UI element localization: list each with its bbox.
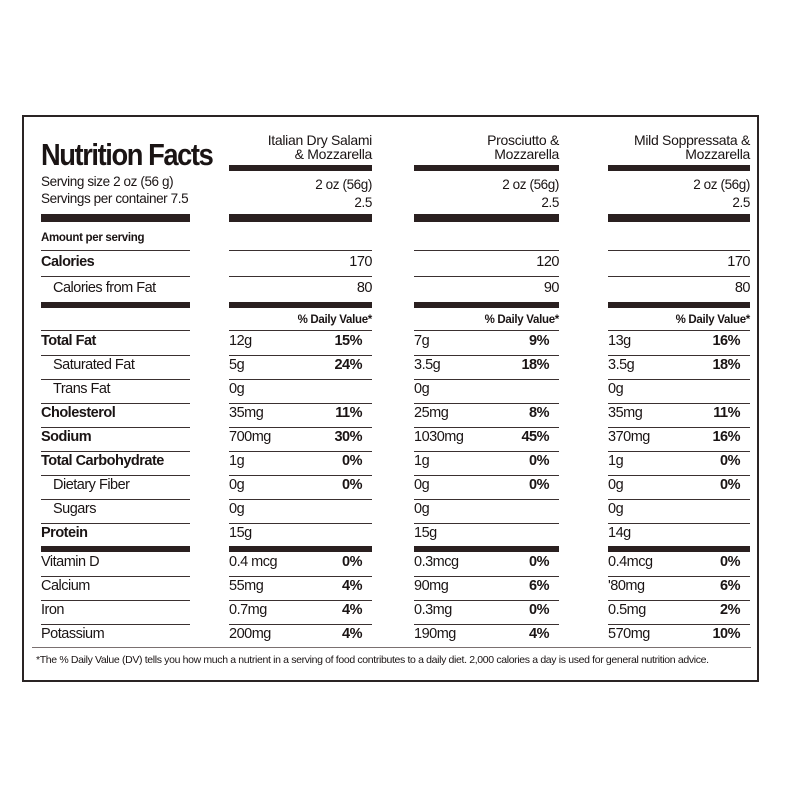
nutrient-amount: 15g (414, 525, 437, 541)
vitamin-amount: 570mg (608, 626, 650, 642)
row-rule (41, 403, 190, 404)
dv-rule-1 (229, 330, 372, 331)
vitamin-amount: 0.3mcg (414, 554, 459, 570)
row-rule (608, 403, 750, 404)
vitamin-daily-value: 2% (720, 602, 740, 618)
row-rule (229, 403, 372, 404)
amount-rule (41, 250, 190, 251)
row-rule (414, 451, 559, 452)
vitamin-rule (41, 600, 190, 601)
row-rule (229, 355, 372, 356)
row-rule (41, 379, 190, 380)
nutrient-daily-value: 45% (521, 429, 549, 445)
nutrient-amount: 5g (229, 357, 245, 373)
nutrient-daily-value: 0% (342, 477, 362, 493)
nutrient-amount: 0g (229, 477, 245, 493)
vitamin-rule (229, 624, 372, 625)
row-rule (414, 427, 559, 428)
vitamin-amount: 0.5mg (608, 602, 646, 618)
vitamin-daily-value: 6% (720, 578, 740, 594)
header-thick-bar-2 (608, 165, 750, 171)
nutrient-label: Saturated Fat (53, 357, 135, 373)
vitamin-rule (608, 600, 750, 601)
row-rule (41, 451, 190, 452)
nutrient-amount: 0g (608, 501, 624, 517)
calories-thick-bar-0 (41, 302, 190, 308)
vitamin-daily-value: 0% (529, 602, 549, 618)
row-rule (608, 451, 750, 452)
row-rule (608, 499, 750, 500)
vitamin-amount: 90mg (414, 578, 449, 594)
row-rule (608, 523, 750, 524)
calories-thick-bar-3 (608, 302, 750, 308)
servings-thick-bar-2 (414, 214, 559, 222)
row-rule (414, 379, 559, 380)
nutrient-amount: 700mg (229, 429, 271, 445)
calories-rule-1 (414, 276, 559, 277)
nutrient-amount: 0g (229, 501, 245, 517)
nutrient-daily-value: 18% (521, 357, 549, 373)
row-rule (41, 475, 190, 476)
row-rule (229, 523, 372, 524)
vitamin-rule (41, 624, 190, 625)
footnote: *The % Daily Value (DV) tells you how much a nutrient in a serving of food contributes to a daily diet. 2,000 calories a day is used for general nutrition advice. (36, 654, 709, 666)
row-rule (229, 499, 372, 500)
vitamin-amount: 0.4 mcg (229, 554, 278, 570)
nutrient-daily-value: 15% (334, 333, 362, 349)
calories-from-fat-value: 80 (734, 280, 750, 296)
nutrient-daily-value: 24% (334, 357, 362, 373)
vitamin-rule (608, 576, 750, 577)
servings-thick-bar-3 (608, 214, 750, 222)
amount-per-serving: Amount per serving (41, 232, 145, 244)
header-thick-bar-1 (414, 165, 559, 171)
vitamin-amount: '80mg (608, 578, 645, 594)
product-header-2 (608, 133, 750, 161)
nutrient-amount: 1g (229, 453, 245, 469)
servings-thick-bar-0 (41, 214, 190, 222)
daily-value-header: % Daily Value* (484, 314, 559, 326)
protein-thick-bar-3 (608, 546, 750, 552)
nutrient-amount: 0g (414, 477, 430, 493)
servings-thick-bar-1 (229, 214, 372, 222)
vitamin-amount: 190mg (414, 626, 456, 642)
nutrient-label: Dietary Fiber (53, 477, 130, 493)
calories-rule (41, 276, 190, 277)
nutrient-amount: 15g (229, 525, 252, 541)
row-rule (414, 499, 559, 500)
vitamin-rule (41, 576, 190, 577)
product-name-line1: Italian Dry Salami (267, 132, 372, 148)
protein-thick-bar-0 (41, 546, 190, 552)
row-rule (229, 427, 372, 428)
nutrient-amount: 1g (414, 453, 430, 469)
dv-rule-0 (41, 330, 190, 331)
row-rule (608, 427, 750, 428)
vitamin-label: Vitamin D (41, 554, 100, 570)
serving-size-value: 2 oz (56g) (315, 177, 372, 192)
servings-value: 2.5 (732, 195, 750, 210)
product-name-line2: Mozzarella (494, 146, 559, 162)
amount-rule-2 (608, 250, 750, 251)
vitamin-daily-value: 0% (342, 554, 362, 570)
row-rule (414, 355, 559, 356)
dv-rule-3 (608, 330, 750, 331)
row-rule (414, 403, 559, 404)
calories-rule-0 (229, 276, 372, 277)
nutrient-amount: 0g (608, 381, 624, 397)
vitamin-amount: 0.4mcg (608, 554, 653, 570)
nutrient-daily-value: 0% (342, 453, 362, 469)
vitamin-rule (414, 600, 559, 601)
vitamin-amount: 0.7mg (229, 602, 267, 618)
row-rule (414, 475, 559, 476)
nutrient-amount: 25mg (414, 405, 449, 421)
vitamin-amount: 200mg (229, 626, 271, 642)
nutrient-daily-value: 16% (712, 333, 740, 349)
dv-rule-2 (414, 330, 559, 331)
daily-value-header: % Daily Value* (297, 314, 372, 326)
nutrient-amount: 13g (608, 333, 631, 349)
serving-size-value: 2 oz (56g) (693, 177, 750, 192)
nutrient-daily-value: 8% (529, 405, 549, 421)
vitamin-daily-value: 10% (712, 626, 740, 642)
serving-size-value: 2 oz (56g) (502, 177, 559, 192)
nutrient-amount: 35mg (229, 405, 264, 421)
nutrient-daily-value: 0% (529, 453, 549, 469)
header-thick-bar-0 (229, 165, 372, 171)
nutrient-daily-value: 18% (712, 357, 740, 373)
row-rule (229, 379, 372, 380)
nutrient-amount: 0g (229, 381, 245, 397)
nutrient-amount: 0g (414, 501, 430, 517)
amount-rule-0 (229, 250, 372, 251)
serving-size-label: Serving size 2 oz (56 g) (41, 174, 174, 189)
nutrient-amount: 0g (608, 477, 624, 493)
calories-label: Calories (41, 254, 95, 270)
row-rule (41, 427, 190, 428)
calories-value: 170 (349, 254, 372, 270)
row-rule (608, 355, 750, 356)
nutrient-daily-value: 11% (335, 405, 362, 421)
vitamin-daily-value: 6% (529, 578, 549, 594)
vitamin-daily-value: 4% (529, 626, 549, 642)
amount-rule-1 (414, 250, 559, 251)
nutrient-label: Sugars (53, 501, 96, 517)
footnote-rule (32, 647, 751, 648)
row-rule (608, 475, 750, 476)
row-rule (229, 451, 372, 452)
title-text: Nutrition Facts (41, 137, 213, 172)
nutrient-daily-value: 0% (529, 477, 549, 493)
vitamin-rule (229, 576, 372, 577)
nutrient-daily-value: 0% (720, 477, 740, 493)
vitamin-daily-value: 0% (720, 554, 740, 570)
product-header-1 (414, 133, 559, 161)
servings-value: 2.5 (354, 195, 372, 210)
nutrient-amount: 35mg (608, 405, 643, 421)
vitamin-amount: 0.3mg (414, 602, 452, 618)
row-rule (414, 523, 559, 524)
nutrient-amount: 0g (414, 381, 430, 397)
calories-from-fat-value: 90 (543, 280, 559, 296)
row-rule (608, 379, 750, 380)
servings-per-container-label: Servings per container 7.5 (41, 191, 189, 206)
nutrient-amount: 370mg (608, 429, 650, 445)
nutrient-label: Cholesterol (41, 405, 116, 421)
nutrient-amount: 1g (608, 453, 624, 469)
nutrient-daily-value: 16% (712, 429, 740, 445)
product-name-line1: Mild Soppressata & (634, 132, 750, 148)
vitamin-label: Calcium (41, 578, 90, 594)
vitamin-rule (414, 624, 559, 625)
nutrient-amount: 12g (229, 333, 252, 349)
row-rule (229, 475, 372, 476)
row-rule (41, 523, 190, 524)
vitamin-daily-value: 4% (342, 626, 362, 642)
nutrient-label: Total Fat (41, 333, 96, 349)
nutrient-label: Total Carbohydrate (41, 453, 164, 469)
vitamin-amount: 55mg (229, 578, 264, 594)
nutrient-amount: 7g (414, 333, 430, 349)
protein-thick-bar-1 (229, 546, 372, 552)
vitamin-daily-value: 4% (342, 602, 362, 618)
vitamin-label: Potassium (41, 626, 105, 642)
product-name-line2: & Mozzarella (294, 146, 372, 162)
calories-rule-2 (608, 276, 750, 277)
product-name-line2: Mozzarella (685, 146, 750, 162)
calories-from-fat-value: 80 (356, 280, 372, 296)
servings-value: 2.5 (541, 195, 559, 210)
product-name-line1: Prosciutto & (487, 132, 559, 148)
calories-from-fat-label: Calories from Fat (53, 280, 156, 296)
vitamin-rule (608, 624, 750, 625)
calories-thick-bar-1 (229, 302, 372, 308)
nutrient-daily-value: 0% (720, 453, 740, 469)
nutrition-facts-label (22, 115, 759, 682)
vitamin-rule (414, 576, 559, 577)
row-rule (41, 355, 190, 356)
vitamin-label: Iron (41, 602, 64, 618)
nutrient-label: Sodium (41, 429, 92, 445)
nutrient-daily-value: 30% (334, 429, 362, 445)
calories-value: 170 (727, 254, 750, 270)
product-header-0 (229, 133, 372, 161)
vitamin-daily-value: 4% (342, 578, 362, 594)
nutrient-label: Protein (41, 525, 88, 541)
nutrient-amount: 14g (608, 525, 631, 541)
row-rule (41, 499, 190, 500)
vitamin-rule (229, 600, 372, 601)
nutrient-daily-value: 11% (713, 405, 740, 421)
nutrient-amount: 3.5g (414, 357, 441, 373)
nutrient-amount: 1030mg (414, 429, 464, 445)
daily-value-header: % Daily Value* (675, 314, 750, 326)
nutrient-label: Trans Fat (53, 381, 111, 397)
protein-thick-bar-2 (414, 546, 559, 552)
nutrient-amount: 3.5g (608, 357, 635, 373)
calories-thick-bar-2 (414, 302, 559, 308)
calories-value: 120 (536, 254, 559, 270)
nutrient-daily-value: 9% (529, 333, 549, 349)
vitamin-daily-value: 0% (529, 554, 549, 570)
